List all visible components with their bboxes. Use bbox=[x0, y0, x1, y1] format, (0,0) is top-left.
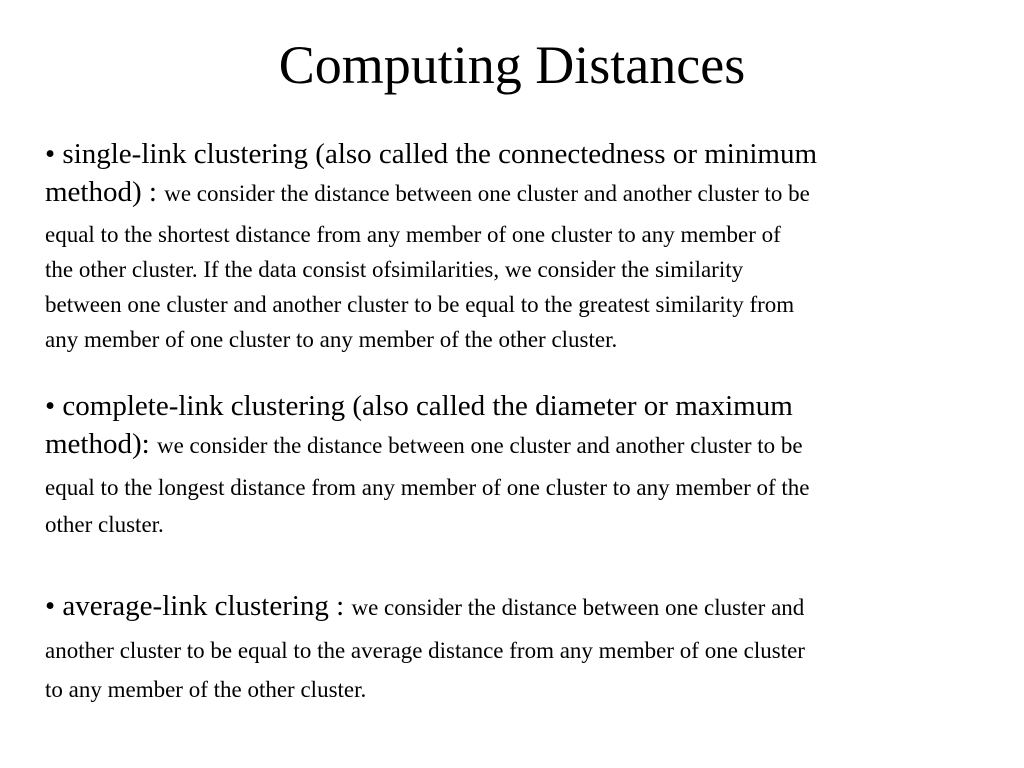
bullet-lead-tail: method) : bbox=[45, 176, 165, 208]
bullet-body-text: we consider the distance between one cluster and bbox=[351, 595, 805, 620]
bullet-body-text: we consider the distance between one cluster and another cluster to be bbox=[156, 433, 803, 458]
bullet-average-link bbox=[45, 586, 995, 709]
slide-title: Computing Distances bbox=[278, 35, 746, 95]
bullet-lead-line: • single-link clustering (also called the connectedness or minimum bbox=[45, 138, 818, 170]
bullet-body-line: between one cluster and another cluster to be equal to the greatest similarity from bbox=[45, 292, 795, 317]
bullet-body-line: equal to the longest distance from any member of one cluster to any member of the bbox=[45, 475, 810, 500]
bullet-mixed-line bbox=[45, 586, 995, 631]
bullet-mixed-line bbox=[45, 172, 995, 217]
bullet-body-line: any member of one cluster to any member of the other cluster. bbox=[45, 327, 618, 352]
bullet-single-link bbox=[45, 136, 995, 357]
bullet-mixed-line bbox=[45, 424, 995, 469]
bullet-body-text: we consider the distance between one cluster and another cluster to be bbox=[164, 181, 810, 206]
bullet-body-line: the other cluster. If the data consist ofsimilarities, we consider the similarity bbox=[45, 257, 744, 282]
bullet-complete-link bbox=[45, 388, 995, 543]
bullet-body-line: other cluster. bbox=[45, 512, 164, 537]
bullet-body-line: to any member of the other cluster. bbox=[45, 677, 367, 702]
bullet-lead-tail: method): bbox=[45, 428, 157, 460]
bullet-lead-text: • average-link clustering : bbox=[45, 590, 352, 622]
bullet-body-line: equal to the shortest distance from any member of one cluster to any member of bbox=[45, 222, 781, 247]
bullet-lead-line: • complete-link clustering (also called the diameter or maximum bbox=[45, 390, 793, 422]
bullet-body-line: another cluster to be equal to the average distance from any member of one cluster bbox=[45, 638, 805, 663]
